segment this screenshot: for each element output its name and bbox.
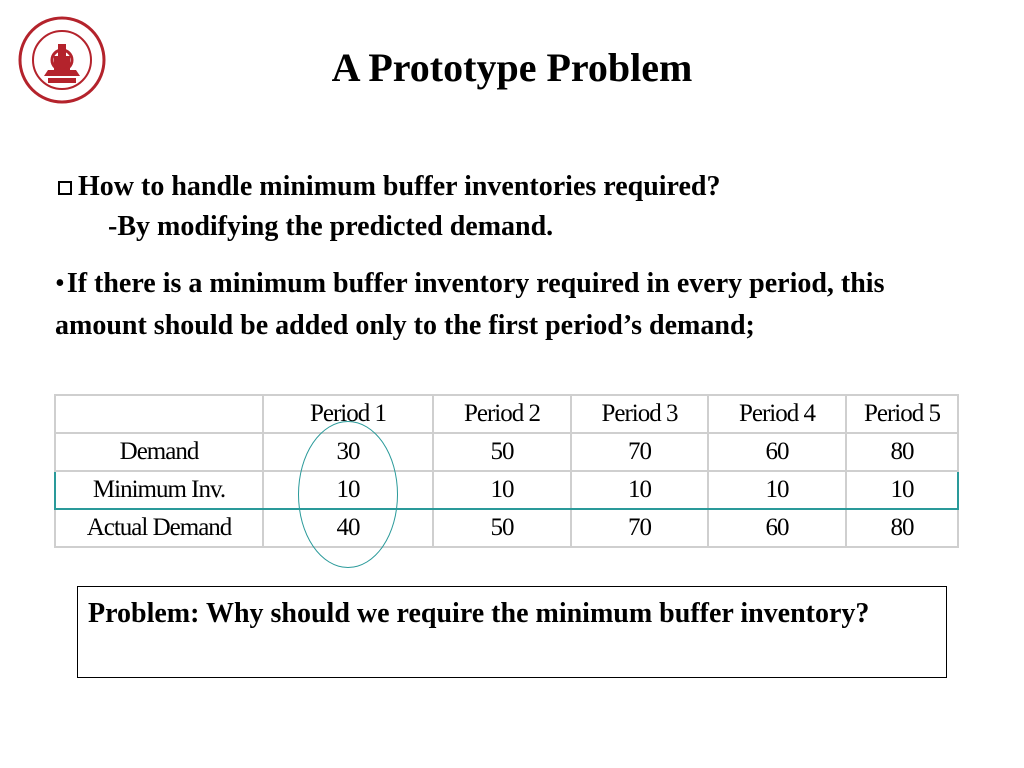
bullet-answer: -By modifying the predicted demand. (108, 211, 554, 242)
bullet-rule (55, 263, 975, 347)
row-label: Minimum Inv. (55, 471, 263, 509)
table-cell: 10 (708, 471, 846, 509)
problem-box: Problem: Why should we require the minimum buffer inventory? (77, 586, 947, 678)
table-row-highlighted (55, 471, 958, 509)
table-row (55, 433, 958, 471)
table-cell: 60 (708, 509, 846, 547)
demand-table (54, 394, 959, 548)
table-cell: 10 (571, 471, 708, 509)
table-header-row (55, 395, 958, 433)
row-label: Actual Demand (55, 509, 263, 547)
table-cell: 50 (433, 509, 571, 547)
table-header-cell: Period 2 (433, 395, 571, 433)
table-cell: 10 (263, 471, 433, 509)
row-label: Demand (55, 433, 263, 471)
bullet-rule-text: If there is a minimum buffer inventory required in every period, this amount should be added only to the first period’s demand; (55, 268, 885, 341)
bullet-question (58, 170, 720, 204)
bullet-question-text: How to handle minimum buffer inventories required? (78, 171, 721, 202)
table-cell: 10 (433, 471, 571, 509)
table-cell: 70 (571, 433, 708, 471)
table-cell: 40 (263, 509, 433, 547)
highlight-circle (298, 421, 398, 568)
table-cell: 60 (708, 433, 846, 471)
table-cell: 70 (571, 509, 708, 547)
table-cell: 30 (263, 433, 433, 471)
table-row (55, 509, 958, 547)
table-header-cell: Period 3 (571, 395, 708, 433)
page-title: A Prototype Problem (331, 45, 693, 90)
square-bullet-icon (58, 181, 72, 195)
table-cell: 10 (846, 471, 958, 509)
table-cell: 50 (433, 433, 571, 471)
table-header-cell: Period 5 (846, 395, 958, 433)
table-header-cell (55, 395, 263, 433)
table-header-cell: Period 1 (263, 395, 433, 433)
dot-bullet-icon: • (55, 268, 65, 299)
table-cell: 80 (846, 433, 958, 471)
table-header-cell: Period 4 (708, 395, 846, 433)
table-cell: 80 (846, 509, 958, 547)
